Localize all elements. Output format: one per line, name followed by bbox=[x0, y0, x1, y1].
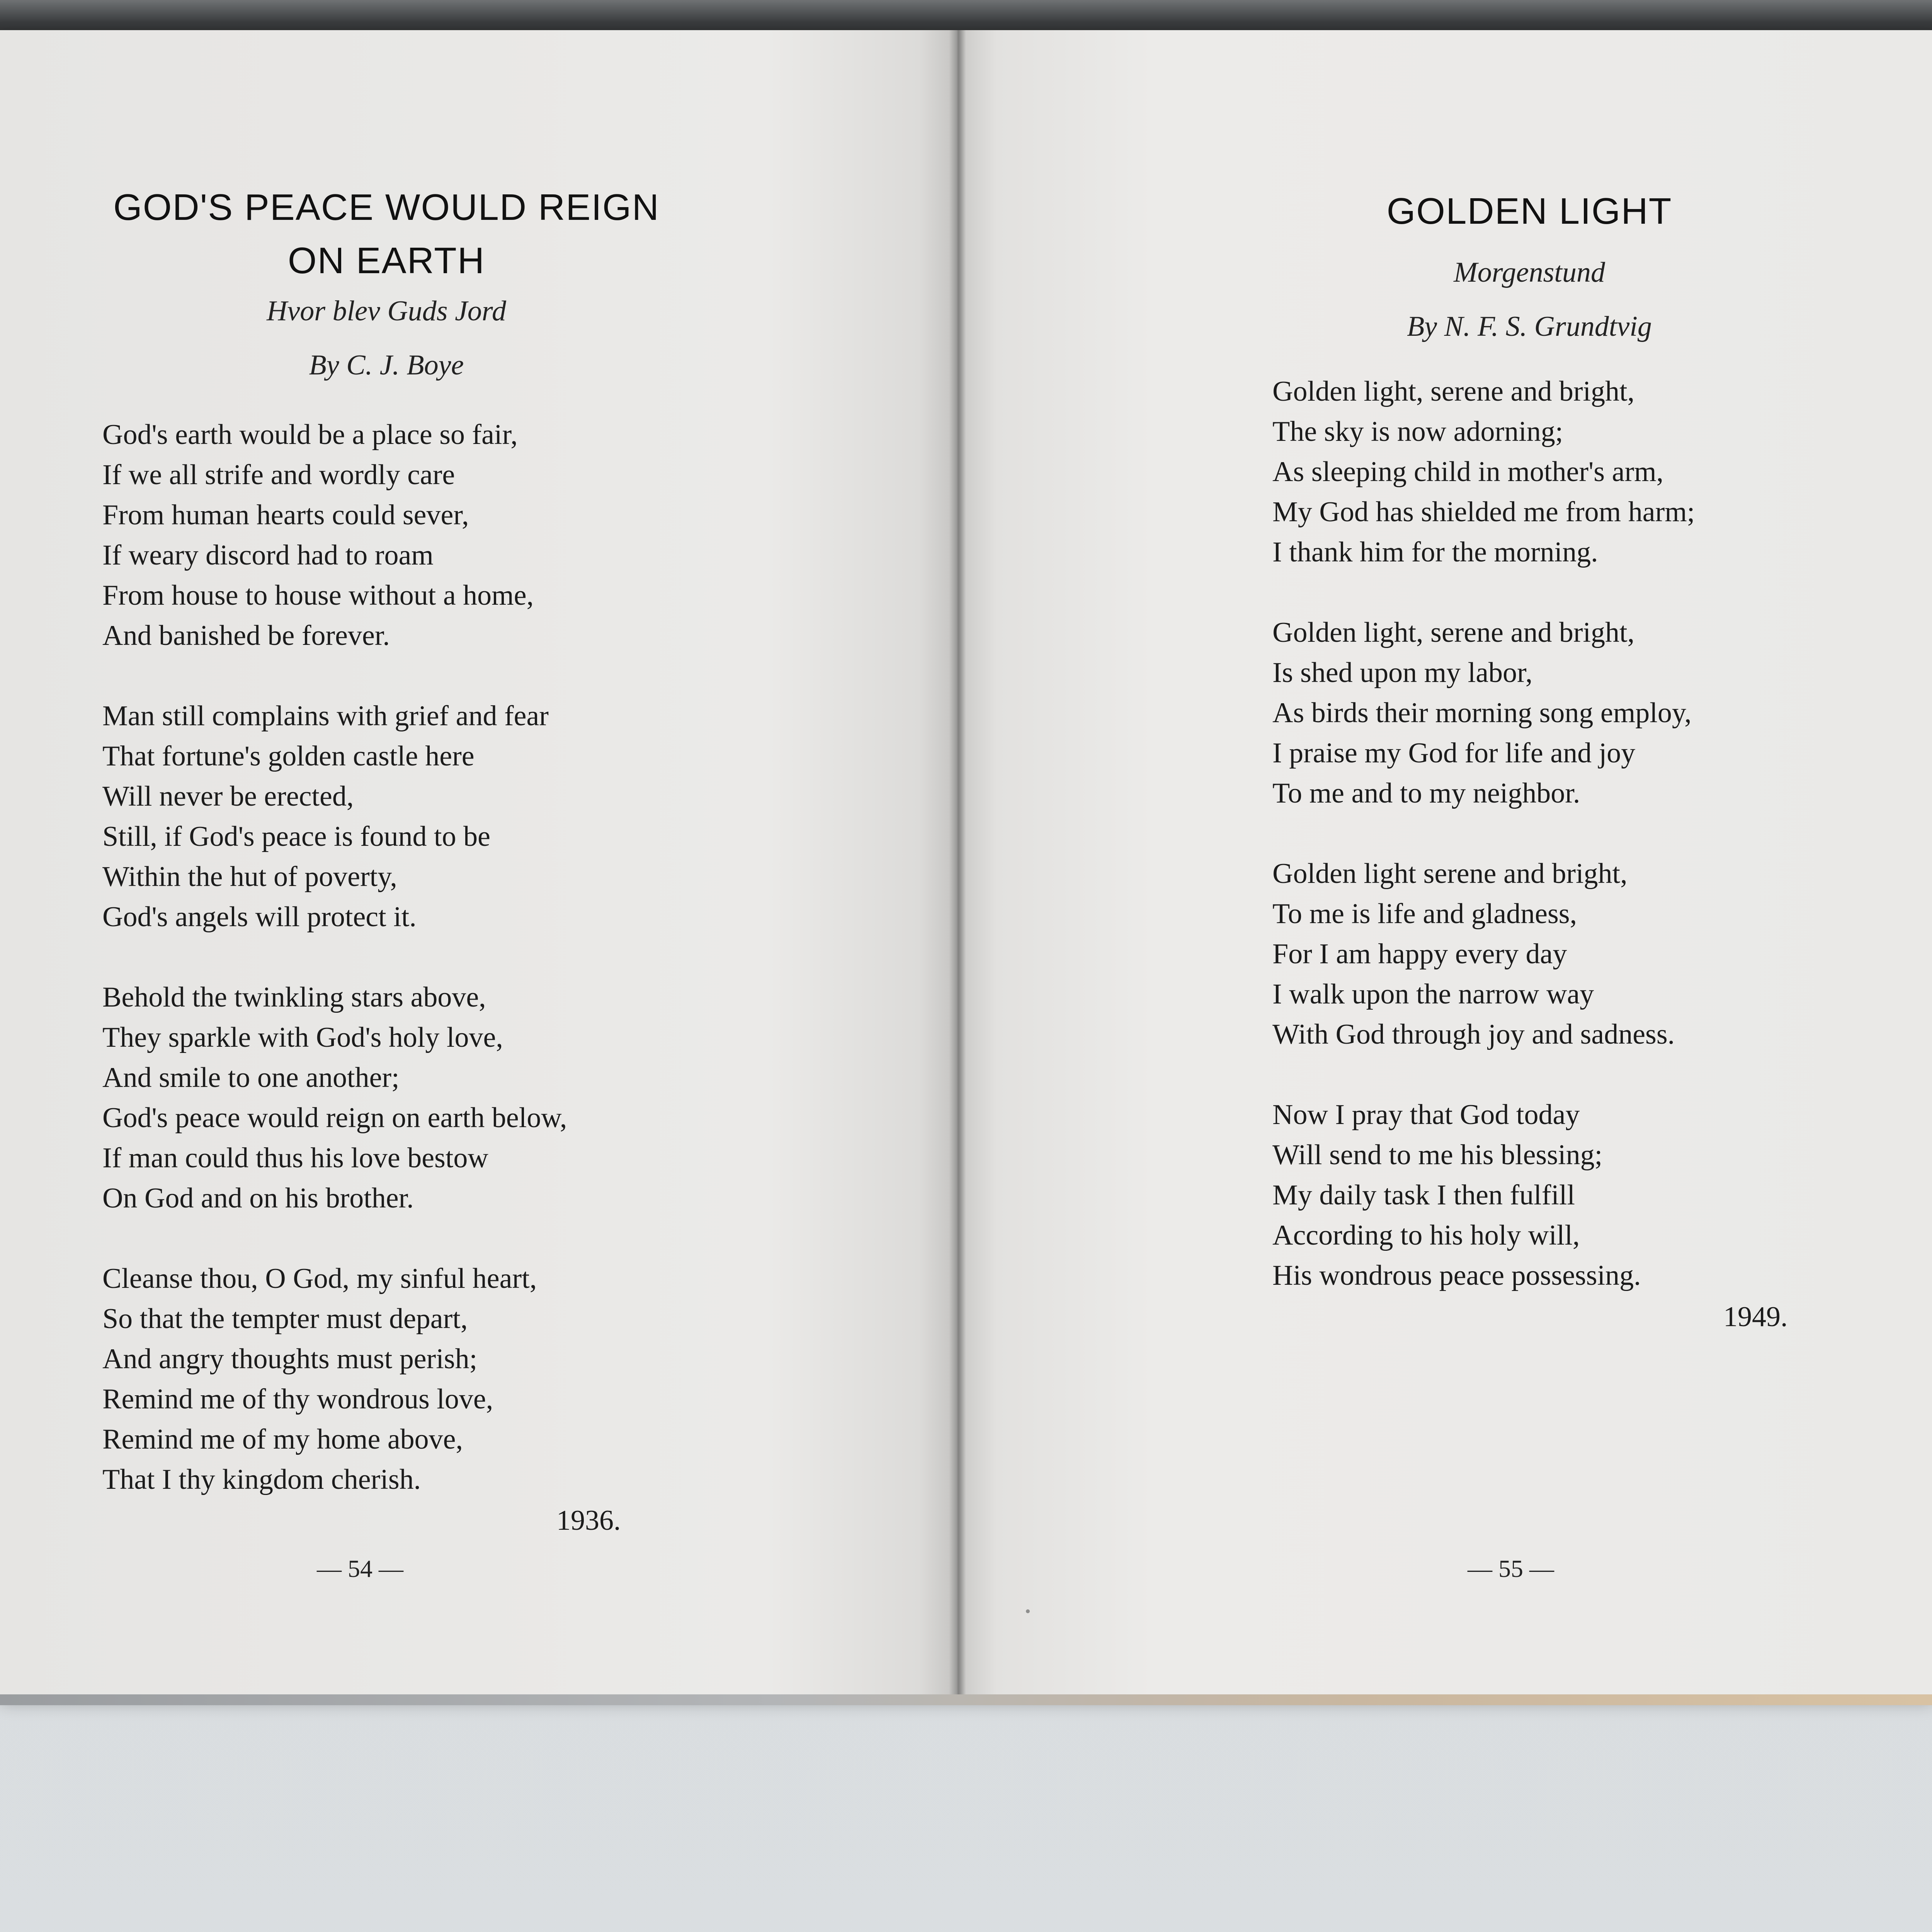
verse-line: As sleeping child in mother's arm, bbox=[1272, 456, 1664, 488]
left-stanza-1 bbox=[102, 415, 567, 656]
verse-line: If man could thus his love bestow bbox=[102, 1142, 488, 1174]
verse-line: From human hearts could sever, bbox=[102, 499, 469, 531]
verse-line: Will send to me his blessing; bbox=[1272, 1139, 1603, 1171]
left-original-title: Hvor blev Guds Jord bbox=[267, 295, 506, 327]
verse-line: I thank him for the morning. bbox=[1272, 536, 1598, 568]
left-stanza-2 bbox=[102, 696, 567, 937]
right-poem-body bbox=[1272, 371, 1695, 1296]
right-author: By N. F. S. Grundtvig bbox=[1407, 311, 1652, 342]
right-poem-year: 1949. bbox=[1723, 1301, 1788, 1333]
verse-line: From house to house without a home, bbox=[102, 580, 534, 611]
verse-line: God's peace would reign on earth below, bbox=[102, 1102, 567, 1134]
verse-line: Now I pray that God today bbox=[1272, 1099, 1580, 1131]
verse-line: His wondrous peace possessing. bbox=[1272, 1260, 1641, 1291]
verse-line: Golden light serene and bright, bbox=[1272, 858, 1628, 889]
right-page-number: — 55 — bbox=[1468, 1555, 1554, 1582]
verse-line: With God through joy and sadness. bbox=[1272, 1019, 1675, 1050]
verse-line: According to his holy will, bbox=[1272, 1219, 1580, 1251]
verse-line: For I am happy every day bbox=[1272, 938, 1567, 970]
verse-line: Still, if God's peace is found to be bbox=[102, 821, 490, 852]
book-gutter bbox=[949, 30, 966, 1696]
verse-line: To me is life and gladness, bbox=[1272, 898, 1577, 930]
scan-speck bbox=[1026, 1609, 1030, 1613]
left-stanza-3 bbox=[102, 977, 567, 1218]
verse-line: Golden light, serene and bright, bbox=[1272, 617, 1635, 648]
left-page-number: — 54 — bbox=[317, 1555, 403, 1582]
verse-line: God's earth would be a place so fair, bbox=[102, 419, 518, 451]
left-stanza-4 bbox=[102, 1259, 567, 1500]
verse-line: That fortune's golden castle here bbox=[102, 740, 474, 772]
left-page-title bbox=[58, 181, 715, 287]
verse-line: My daily task I then fulfill bbox=[1272, 1179, 1575, 1211]
verse-line: Man still complains with grief and fear bbox=[102, 700, 549, 732]
book-bottom-edge bbox=[0, 1694, 1932, 1705]
verse-line: God's angels will protect it. bbox=[102, 901, 417, 933]
left-title-line-1: GOD'S PEACE WOULD REIGN bbox=[113, 187, 660, 228]
verse-line: I walk upon the narrow way bbox=[1272, 978, 1594, 1010]
right-page bbox=[957, 30, 1932, 1696]
verse-line: If we all strife and wordly care bbox=[102, 459, 455, 491]
verse-line: Golden light, serene and bright, bbox=[1272, 376, 1635, 407]
verse-line: And smile to one another; bbox=[102, 1062, 400, 1094]
verse-line: Remind me of thy wondrous love, bbox=[102, 1383, 493, 1415]
verse-line: Will never be erected, bbox=[102, 781, 354, 812]
right-stanza-2 bbox=[1272, 612, 1695, 813]
verse-line: On God and on his brother. bbox=[102, 1182, 414, 1214]
verse-line: So that the tempter must depart, bbox=[102, 1303, 468, 1335]
right-original-title: Morgenstund bbox=[1454, 257, 1605, 288]
verse-line: I praise my God for life and joy bbox=[1272, 737, 1636, 769]
open-book bbox=[0, 30, 1932, 1696]
verse-line: And angry thoughts must perish; bbox=[102, 1343, 478, 1375]
verse-line: And banished be forever. bbox=[102, 620, 390, 651]
left-page bbox=[0, 30, 957, 1696]
left-poem-year: 1936. bbox=[556, 1505, 621, 1536]
verse-line: Behold the twinkling stars above, bbox=[102, 981, 486, 1013]
verse-line: Remind me of my home above, bbox=[102, 1423, 463, 1455]
left-poem-body bbox=[102, 415, 567, 1540]
right-stanza-1 bbox=[1272, 371, 1695, 572]
verse-line: Within the hut of poverty, bbox=[102, 861, 397, 893]
verse-line: To me and to my neighbor. bbox=[1272, 777, 1580, 809]
verse-line: They sparkle with God's holy love, bbox=[102, 1022, 503, 1053]
verse-line: That I thy kingdom cherish. bbox=[102, 1464, 421, 1495]
left-title-line-2: ON EARTH bbox=[287, 240, 485, 281]
left-author: By C. J. Boye bbox=[309, 349, 464, 381]
right-page-title: GOLDEN LIGHT bbox=[1386, 190, 1672, 232]
right-stanza-3 bbox=[1272, 854, 1695, 1054]
verse-line: As birds their morning song employ, bbox=[1272, 697, 1692, 729]
verse-line: Cleanse thou, O God, my sinful heart, bbox=[102, 1263, 537, 1294]
verse-line: My God has shielded me from harm; bbox=[1272, 496, 1695, 528]
verse-line: If weary discord had to roam bbox=[102, 539, 434, 571]
right-stanza-4 bbox=[1272, 1095, 1695, 1296]
verse-line: Is shed upon my labor, bbox=[1272, 657, 1533, 689]
verse-line: The sky is now adorning; bbox=[1272, 416, 1563, 447]
